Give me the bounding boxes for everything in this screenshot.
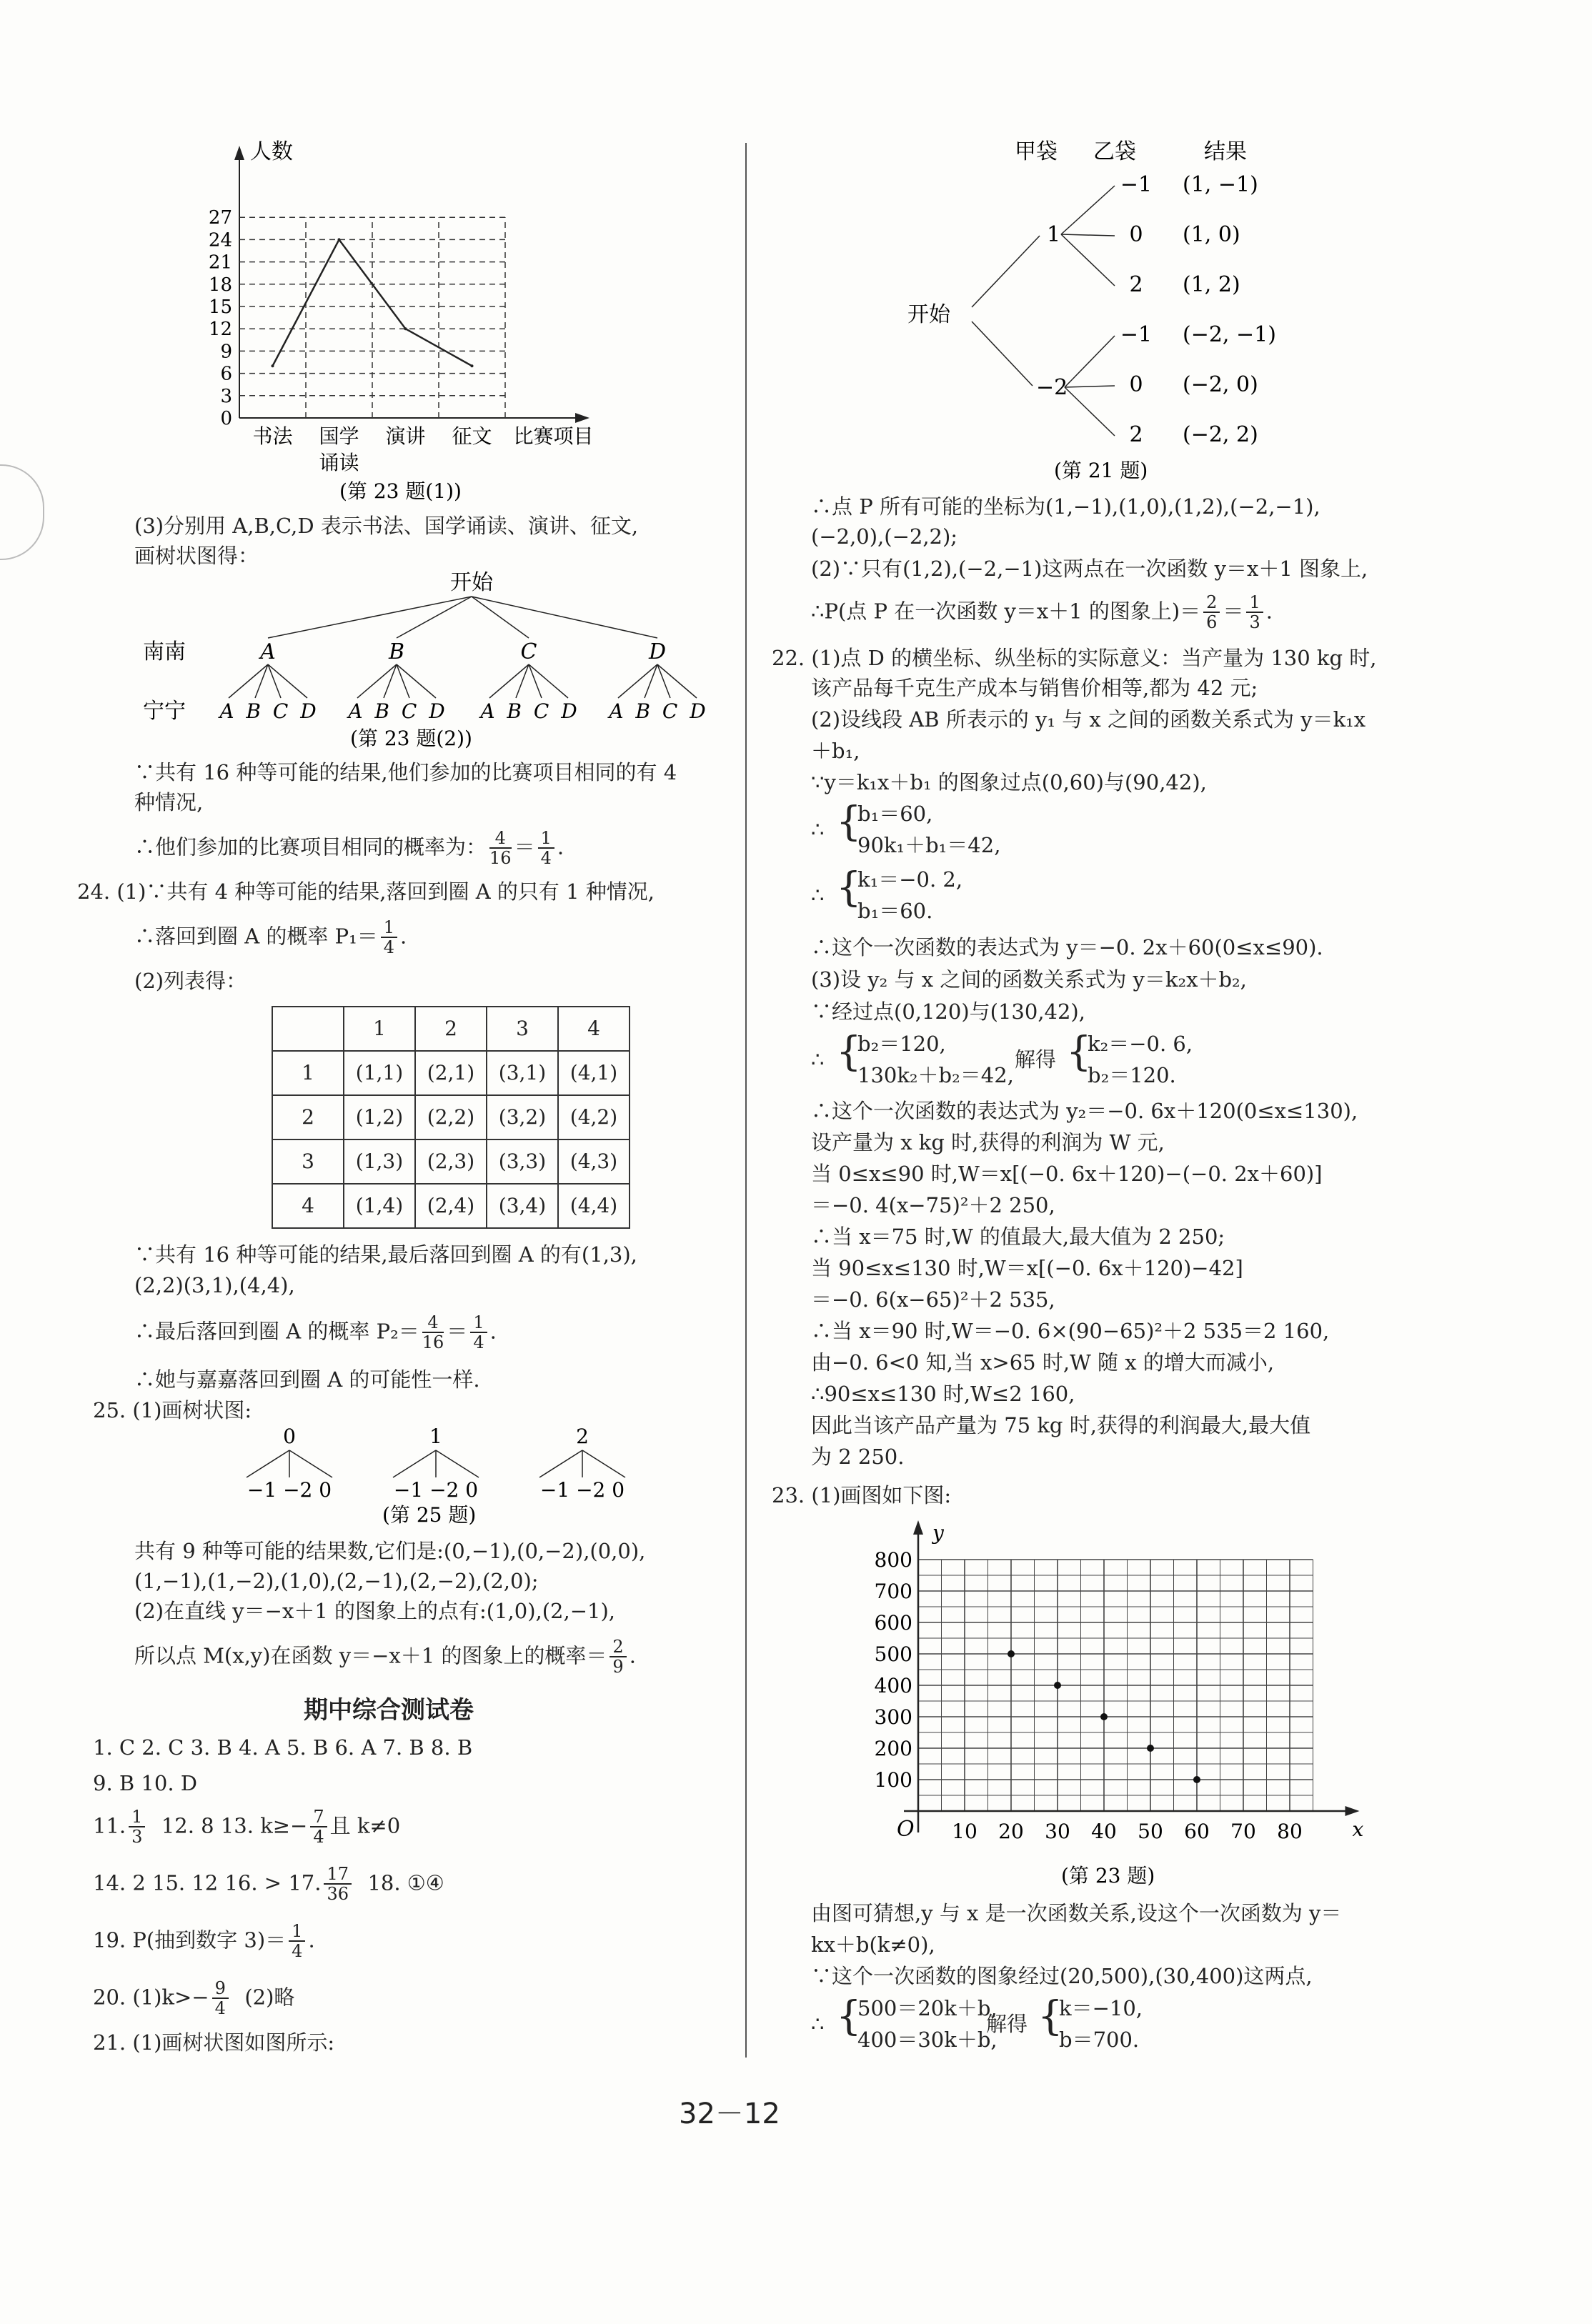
table-cell: (4,3) [558, 1139, 630, 1184]
data-point [1054, 1682, 1061, 1689]
x-tick-label: 70 [1230, 1820, 1256, 1843]
y-tick-label: 800 [874, 1548, 912, 1572]
midterm-title: 期中综合测试卷 [304, 1696, 474, 1725]
table-row [272, 1139, 630, 1184]
table-row [272, 1184, 630, 1228]
r7: (2)设线段 AB 所表示的 y₁ 与 x 之间的函数关系式为 y＝k₁x [811, 707, 1366, 732]
table-cell: 2 [272, 1095, 344, 1139]
brace: { [1066, 1029, 1092, 1075]
tree-25 [214, 1422, 657, 1529]
table-cell: (1,4) [344, 1184, 415, 1228]
r3: (2)∵只有(1,2),(−2,−1)这两点在一次函数 y＝x＋1 图象上, [811, 557, 1368, 581]
tree-edge [1065, 386, 1115, 387]
r17: 设产量为 x kg 时,获得的利润为 W 元, [811, 1130, 1165, 1154]
tree-result: (1, 0) [1183, 222, 1240, 247]
y-axis-label: 人数 [250, 139, 293, 164]
data-point [1193, 1776, 1200, 1783]
answer-20 [93, 1979, 294, 2018]
y-tick-label: 6 [220, 363, 232, 385]
tree-result: (1, −1) [1183, 172, 1258, 197]
tree-edge [436, 1450, 479, 1477]
tree-result: (1, 2) [1183, 272, 1240, 297]
tree-header: 乙袋 [1093, 139, 1136, 164]
x-axis-arrow [1345, 1806, 1360, 1816]
origin-label: O [897, 1817, 915, 1842]
ans-20-text: 20. (1)k>− [93, 1985, 209, 2010]
tree-leaves: A B C D [219, 699, 317, 723]
r15a: b₂＝120, [857, 1032, 946, 1056]
ans-13-cond: 且 k≠0 [329, 1813, 401, 1838]
r25: ∴90≤x≤130 时,W≤2 160, [811, 1382, 1075, 1406]
table-cell: 4 [558, 1007, 630, 1051]
x-axis-label: 比赛项目 [513, 424, 594, 448]
r31: ∵这个一次函数的图象经过(20,500),(30,400)这两点, [811, 1964, 1313, 1988]
q23-3-line1: (3)分别用 A,B,C,D 表示书法、国学诵读、演讲、征文, [134, 514, 639, 538]
tree-root: 0 [283, 1425, 296, 1448]
y-tick-label: 400 [874, 1674, 912, 1697]
q25-r1: 共有 9 种等可能的结果数,它们是:(0,−1),(0,−2),(0,0), [134, 1539, 646, 1563]
y-tick-label: 9 [220, 341, 232, 363]
r20: ∴当 x＝75 时,W 的值最大,最大值为 2 250; [811, 1225, 1225, 1249]
r11a: k₁＝−0. 2, [857, 867, 963, 892]
x-axis-arrow [575, 413, 589, 423]
r4: ∴P(点 P 在一次函数 y＝x＋1 的图象上)＝ $\frac{2}{6}$ ＝ $\frac{1}{3}$ . [811, 592, 1273, 633]
caption: (第 23 题) [1061, 1864, 1155, 1887]
tree-leaf: 0 [1129, 222, 1143, 247]
q24-r3-text: ∴最后落回到圈 A 的概率 P₂＝ [134, 1319, 419, 1344]
r11b: b₁＝60. [857, 899, 933, 923]
answers-14-18 [93, 1865, 444, 1904]
fraction: $\frac{1}{3}$ [129, 1807, 145, 1847]
y-tick-label: 0 [220, 408, 232, 429]
table-cell: (3,1) [487, 1051, 558, 1095]
fraction: $\frac{4}{16}$ [422, 1312, 444, 1353]
answer-19: 19. P(抽到数字 3)＝ $\frac{1}{4}$ . [93, 1921, 315, 1962]
q23-result-2: 种情况, [134, 790, 204, 814]
q23-result-1: ∵共有 16 种等可能的结果,他们参加的比赛项目相同的有 4 [134, 760, 677, 784]
r15-therefore: ∴ [811, 1047, 825, 1072]
tree-leaves: −1 −2 0 [539, 1478, 625, 1502]
tree-node: 1 [1047, 222, 1061, 247]
r27: 为 2 250. [811, 1445, 905, 1469]
r13: (3)设 y₂ 与 x 之间的函数关系式为 y＝k₂x＋b₂, [811, 967, 1247, 992]
r8: ＋b₁, [811, 739, 860, 763]
r4-text: ∴P(点 P 在一次函数 y＝x＋1 的图象上)＝ [811, 599, 1201, 624]
fraction: $\frac{7}{4}$ [310, 1807, 327, 1847]
ans-11-label: 11. [93, 1813, 126, 1838]
answer-21: 21. (1)画树状图如图所示: [93, 2030, 335, 2055]
tree-result: (−2, −1) [1183, 322, 1276, 347]
q25-r4-text: 所以点 M(x,y)在函数 y＝−x＋1 的图象上的概率＝ [134, 1643, 607, 1668]
table-cell [272, 1007, 344, 1051]
r6: 该产品每千克生产成本与销售价相等,都为 42 元; [811, 676, 1258, 700]
table-cell: (3,3) [487, 1139, 558, 1184]
r18: 当 0≤x≤90 时,W＝x[(−0. 6x＋120)−(−0. 2x＋60)] [811, 1162, 1323, 1186]
table-cell: (1,3) [344, 1139, 415, 1184]
tree-edge [1061, 186, 1115, 234]
table-cell: 3 [272, 1139, 344, 1184]
tree-node: C [520, 639, 537, 664]
tree-root: 2 [576, 1425, 589, 1448]
table-cell: 1 [272, 1051, 344, 1095]
r32-therefore: ∴ [811, 2012, 825, 2036]
tree-leaf: 2 [1129, 422, 1143, 447]
chart-23-scatter [857, 1504, 1364, 1893]
tree-edge [393, 1450, 436, 1477]
fraction: $\frac{9}{4}$ [212, 1979, 229, 2018]
brace: { [1038, 1993, 1063, 2040]
ans-19-text: 19. P(抽到数字 3)＝ [93, 1927, 287, 1953]
tree-edge [247, 1450, 289, 1477]
q24-2: (2)列表得： [134, 969, 247, 993]
r28: 23. (1)画图如下图: [772, 1483, 952, 1507]
table-cell: (2,3) [415, 1139, 487, 1184]
q24-r2: (2,2)(3,1),(4,4), [134, 1273, 295, 1297]
tree-leaves: A B C D [348, 699, 445, 723]
tree-node: B [388, 639, 405, 664]
r10a: b₁＝60, [857, 802, 933, 826]
brace: { [836, 864, 862, 911]
brace: { [836, 1993, 862, 2040]
fraction: $\frac{1}{4}$ [470, 1313, 487, 1352]
r15e: b₂＝120. [1088, 1063, 1176, 1087]
tree-leaves: A B C D [480, 699, 577, 723]
x-tick-label: 演讲 [385, 424, 426, 448]
table-row [272, 1007, 630, 1051]
ans-12-13: 12. 8 13. k≥− [161, 1813, 308, 1838]
tree-leaf: −1 [1120, 172, 1153, 197]
tree-edge [1061, 234, 1115, 286]
caption: (第 23 题(2)) [350, 727, 472, 750]
tree-edge [972, 321, 1033, 386]
ans-14-17: 14. 2 15. 12 16. > 17. [93, 1870, 322, 1895]
q24-1b: ∴落回到圈 A 的概率 P₁＝ $\frac{1}{4}$ . [134, 917, 407, 958]
r24: 由−0. 6<0 知,当 x>65 时,W 随 x 的增大而减小, [811, 1350, 1275, 1375]
r2: (−2,0),(−2,2); [811, 524, 958, 549]
table-cell: 1 [344, 1007, 415, 1051]
fraction: $\frac{1}{3}$ [1246, 593, 1263, 632]
r9: ∵y＝k₁x＋b₁ 的图象过点(0,60)与(90,42), [811, 770, 1207, 794]
data-point [471, 364, 474, 367]
fraction: $\frac{1}{4}$ [381, 918, 397, 957]
tree-root: 1 [429, 1425, 442, 1448]
x-tick-label: 20 [998, 1820, 1024, 1843]
r32e: b＝700. [1059, 2028, 1140, 2052]
table-cell: 4 [272, 1184, 344, 1228]
brace: { [836, 799, 862, 845]
fraction: $\frac{17}{36}$ [324, 1865, 352, 1904]
r11-therefore: ∴ [811, 883, 825, 907]
tree-result: (−2, 0) [1183, 372, 1258, 397]
q25-r4: 所以点 M(x,y)在函数 y＝−x＋1 的图象上的概率＝ $\frac{2}{9}$ . [134, 1637, 636, 1677]
column-divider [745, 143, 747, 2058]
q23-result-3: ∴他们参加的比赛项目相同的概率为： $\frac{4}{16}$ ＝ $\frac{1}{4}$ . [134, 828, 564, 869]
r32d: k＝−10, [1059, 1996, 1143, 2020]
r21: 当 90≤x≤130 时,W＝x[(−0. 6x＋120)−42] [811, 1256, 1243, 1280]
fraction: $\frac{4}{16}$ [489, 828, 512, 869]
data-point [1008, 1650, 1015, 1657]
table-cell: 3 [487, 1007, 558, 1051]
fraction: $\frac{1}{4}$ [538, 829, 554, 868]
tree-root: 开始 [907, 302, 950, 327]
tree-leaves: −1 −2 0 [247, 1478, 332, 1502]
q24-1a: 24. (1)∵共有 4 种等可能的结果,落回到圈 A 的只有 1 种情况, [77, 879, 655, 904]
binding-mark [0, 464, 44, 560]
y-tick-label: 21 [208, 251, 232, 274]
r15d: k₂＝−0. 6, [1088, 1032, 1193, 1056]
y-tick-label: 3 [220, 385, 232, 407]
tree-edge [972, 236, 1040, 307]
table-cell: (1,1) [344, 1051, 415, 1095]
y-axis-arrow [234, 146, 244, 160]
data-point [1147, 1745, 1154, 1752]
q24-r3: ∴最后落回到圈 A 的概率 P₂＝ $\frac{4}{16}$ ＝ $\frac{1}{4}$ . [134, 1312, 497, 1353]
caption: (第 25 题) [382, 1503, 477, 1527]
answers-1-8: 1. C 2. C 3. B 4. A 5. B 6. A 7. B 8. B [93, 1735, 473, 1760]
tree-edge [1065, 336, 1115, 387]
tree-edge [582, 1450, 625, 1477]
r19: ＝−0. 4(x−75)²＋2 250, [811, 1193, 1055, 1217]
tree-result: (−2, 2) [1183, 422, 1258, 447]
caption: (第 23 题(1)) [339, 479, 462, 503]
r32a: 500＝20k＋b, [857, 1996, 998, 2020]
tree-header: 结果 [1204, 139, 1247, 164]
data-point [404, 327, 407, 330]
ans-18: 18. ①④ [367, 1870, 444, 1895]
r5: 22. (1)点 D 的横坐标、纵坐标的实际意义：当产量为 130 kg 时, [772, 646, 1377, 670]
tree-node: D [648, 639, 667, 664]
q24-1b-text: ∴落回到圈 A 的概率 P₁＝ [134, 924, 378, 949]
y-tick-label: 24 [208, 229, 232, 251]
r10b: 90k₁＋b₁＝42, [857, 833, 1001, 857]
table-cell: (4,4) [558, 1184, 630, 1228]
x-tick-label: 50 [1138, 1820, 1163, 1843]
x-tick-label: 40 [1091, 1820, 1117, 1843]
r15b: 130k₂＋b₂＝42, [857, 1063, 1014, 1087]
tree-leaves: A B C D [609, 699, 706, 723]
r26: 因此当该产品产量为 75 kg 时,获得的利润最大,最大值 [811, 1413, 1311, 1437]
table-24 [272, 1006, 630, 1229]
y-axis-label: y [932, 1521, 944, 1545]
x-tick-label: 国学 [319, 424, 359, 448]
y-tick-label: 300 [874, 1705, 912, 1729]
tree-edge [289, 1450, 332, 1477]
y-tick-label: 27 [208, 207, 232, 229]
table-cell: (3,2) [487, 1095, 558, 1139]
y-tick-label: 15 [208, 296, 232, 318]
x-axis-label: x [1352, 1817, 1364, 1841]
x-tick-label: 书法 [252, 424, 293, 448]
y-tick-label: 18 [208, 274, 232, 296]
tree-edge [1061, 234, 1115, 236]
tree-row-label: 南南 [143, 639, 186, 664]
tree-root: 开始 [450, 570, 493, 595]
table-row [272, 1095, 630, 1139]
data-point [338, 238, 341, 241]
r12: ∴这个一次函数的表达式为 y＝−0. 2x＋60(0≤x≤90). [811, 935, 1323, 959]
tree-leaf: −1 [1120, 322, 1153, 347]
q24-r1: ∵共有 16 种等可能的结果,最后落回到圈 A 的有(1,3), [134, 1242, 637, 1267]
r32b: 400＝30k＋b, [857, 2028, 998, 2052]
r16: ∴这个一次函数的表达式为 y₂＝−0. 6x＋120(0≤x≤130), [811, 1099, 1358, 1123]
fraction: $\frac{2}{6}$ [1203, 593, 1220, 632]
r1: ∴点 P 所有可能的坐标为(1,−1),(1,0),(1,2),(−2,−1), [811, 494, 1320, 519]
tree-21 [886, 136, 1329, 493]
table-cell: (4,1) [558, 1051, 630, 1095]
y-tick-label: 12 [208, 319, 232, 341]
r30: kx＋b(k≠0), [811, 1932, 935, 1957]
x-tick-label: 征文 [452, 424, 492, 448]
table-cell: 2 [415, 1007, 487, 1051]
table-cell: (3,4) [487, 1184, 558, 1228]
q25-1: 25. (1)画树状图: [93, 1398, 252, 1422]
tree-edge [397, 597, 472, 638]
y-tick-label: 600 [874, 1611, 912, 1635]
table-cell: (2,2) [415, 1095, 487, 1139]
x-tick-label: 诵读 [319, 451, 359, 474]
table-cell: (4,2) [558, 1095, 630, 1139]
fraction: $\frac{2}{9}$ [610, 1637, 626, 1677]
data-point [272, 364, 274, 367]
r15c: 解得 [1015, 1047, 1057, 1072]
r23: ∴当 x＝90 时,W＝−0. 6×(90−65)²＋2 535＝2 160, [811, 1319, 1330, 1343]
y-tick-label: 100 [874, 1768, 912, 1792]
tree-header: 甲袋 [1015, 139, 1058, 164]
ans-20-2: (2)略 [244, 1985, 295, 2010]
tree-node: A [260, 639, 276, 664]
table-cell: (1,2) [344, 1095, 415, 1139]
r14: ∵经过点(0,120)与(130,42), [811, 999, 1085, 1024]
tree-row-label: 宁宁 [143, 699, 186, 724]
tree-leaf: 0 [1129, 372, 1143, 397]
q24-r4: ∴她与嘉嘉落回到圈 A 的可能性一样. [134, 1367, 480, 1392]
page-number: 32－12 [679, 2098, 780, 2130]
x-tick-label: 30 [1045, 1820, 1070, 1843]
table-cell: (2,1) [415, 1051, 487, 1095]
answers-11-13 [93, 1807, 400, 1847]
fraction: $\frac{1}{4}$ [289, 1922, 305, 1961]
y-tick-label: 200 [874, 1737, 912, 1760]
tree-edge [268, 597, 472, 638]
q23-3-line2: 画树状图得： [134, 544, 259, 568]
chart-23-1 [193, 136, 657, 507]
tree-leaves: −1 −2 0 [393, 1478, 479, 1502]
y-tick-label: 500 [874, 1642, 912, 1666]
q25-r3: (2)在直线 y＝−x＋1 的图象上的点有:(1,0),(2,−1), [134, 1599, 616, 1623]
x-tick-label: 80 [1277, 1820, 1303, 1843]
q23-result-3-text: ∴他们参加的比赛项目相同的概率为： [134, 834, 487, 859]
answers-9-10: 9. B 10. D [93, 1771, 198, 1795]
r10-therefore: ∴ [811, 817, 825, 842]
q25-r2: (1,−1),(1,−2),(1,0),(2,−1),(2,−2),(2,0); [134, 1569, 539, 1593]
tree-23-2 [143, 568, 729, 754]
r32c: 解得 [986, 2012, 1028, 2036]
tree-node: −2 [1036, 375, 1068, 400]
y-axis-arrow [913, 1520, 923, 1535]
x-tick-label: 60 [1184, 1820, 1210, 1843]
table-cell: (2,4) [415, 1184, 487, 1228]
tree-edge [539, 1450, 582, 1477]
tree-leaf: 2 [1129, 272, 1143, 297]
x-tick-label: 10 [952, 1820, 977, 1843]
data-point [1100, 1713, 1108, 1720]
brace: { [836, 1029, 862, 1075]
table-row [272, 1051, 630, 1095]
y-tick-label: 700 [874, 1580, 912, 1603]
tree-edge [1065, 387, 1115, 436]
r29: 由图可猜想,y 与 x 是一次函数关系,设这个一次函数为 y＝ [811, 1901, 1342, 1925]
caption: (第 21 题) [1054, 459, 1148, 482]
r22: ＝−0. 6(x−65)²＋2 535, [811, 1287, 1055, 1312]
